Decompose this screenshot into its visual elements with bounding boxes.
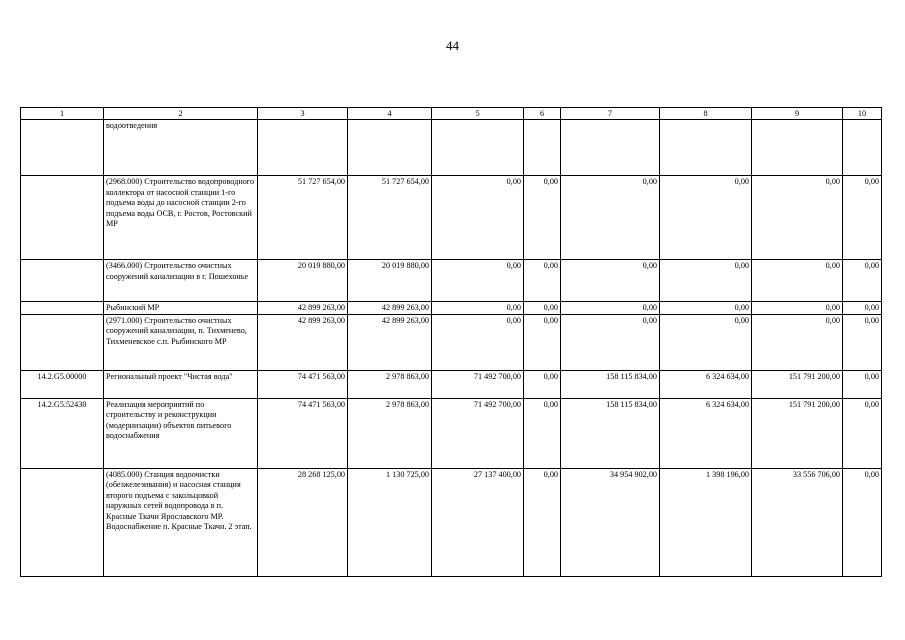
- row-name-cell: (2971.000) Строительство очистных сооружений канализации, п. Тихменево, Тихменевское с.п. Рыбинского МР: [104, 314, 258, 370]
- amount-cell-col-7: 34 954 902,00: [561, 468, 660, 576]
- row-code-cell: 14.2.G5.00000: [21, 370, 104, 398]
- amount-cell-col-7: [561, 120, 660, 176]
- row-code-cell: 14.2.G5.52430: [21, 398, 104, 468]
- row-name-cell: Рыбинский МР: [104, 302, 258, 315]
- amount-cell-col-4: 42 899 263,00: [348, 302, 432, 315]
- amount-cell-col-8: 6 324 634,00: [660, 370, 752, 398]
- amount-cell-col-5: 71 492 700,00: [432, 398, 524, 468]
- table-row: [21, 302, 882, 315]
- amount-cell-col-7: 0,00: [561, 260, 660, 302]
- row-code-cell: [21, 468, 104, 576]
- amount-cell-col-5: 0,00: [432, 260, 524, 302]
- amount-cell-col-3: 74 471 563,00: [258, 398, 348, 468]
- amount-cell-col-5: 0,00: [432, 314, 524, 370]
- table-body: [21, 108, 882, 577]
- amount-cell-col-4: 51 727 654,00: [348, 176, 432, 260]
- amount-cell-col-3: 28 268 125,00: [258, 468, 348, 576]
- amount-cell-col-9: 0,00: [752, 302, 843, 315]
- amount-cell-col-6: 0,00: [524, 176, 561, 260]
- amount-cell-col-8: 0,00: [660, 260, 752, 302]
- row-name-cell: водоотведения: [104, 120, 258, 176]
- row-code-cell: [21, 314, 104, 370]
- amount-cell-col-4: 2 978 863,00: [348, 398, 432, 468]
- amount-cell-col-6: 0,00: [524, 398, 561, 468]
- row-code-cell: [21, 176, 104, 260]
- amount-cell-col-10: 0,00: [843, 260, 882, 302]
- amount-cell-col-8: 0,00: [660, 302, 752, 315]
- table-row: [21, 120, 882, 176]
- amount-cell-col-6: 0,00: [524, 468, 561, 576]
- row-code-cell: [21, 120, 104, 176]
- amount-cell-col-10: 0,00: [843, 468, 882, 576]
- table-row: [21, 314, 882, 370]
- amount-cell-col-8: 1 398 196,00: [660, 468, 752, 576]
- amount-cell-col-4: 42 899 263,00: [348, 314, 432, 370]
- amount-cell-col-8: 0,00: [660, 176, 752, 260]
- amount-cell-col-9: 0,00: [752, 314, 843, 370]
- amount-cell-col-4: 1 130 725,00: [348, 468, 432, 576]
- row-name-cell: (2968.000) Строительство водопроводного коллектора от насосной станции 1-го подъема воды до насосной станции 2-го подъема воды ОСВ, г. Ростов, Ростовский МР: [104, 176, 258, 260]
- amount-cell-col-9: 33 556 706,00: [752, 468, 843, 576]
- amount-cell-col-3: 51 727 654,00: [258, 176, 348, 260]
- row-code-cell: [21, 260, 104, 302]
- table-row: [21, 398, 882, 468]
- amount-cell-col-5: 0,00: [432, 176, 524, 260]
- amount-cell-col-5: 0,00: [432, 302, 524, 315]
- amount-cell-col-10: 0,00: [843, 398, 882, 468]
- amount-cell-col-5: 71 492 700,00: [432, 370, 524, 398]
- row-name-cell: Региональный проект "Чистая вода": [104, 370, 258, 398]
- amount-cell-col-3: 20 019 880,00: [258, 260, 348, 302]
- amount-cell-col-6: [524, 120, 561, 176]
- column-header-7: 7: [561, 108, 660, 120]
- table-row: [21, 176, 882, 260]
- amount-cell-col-9: [752, 120, 843, 176]
- page-number: 44: [446, 38, 459, 53]
- amount-cell-col-3: 74 471 563,00: [258, 370, 348, 398]
- column-header-10: 10: [843, 108, 882, 120]
- column-header-2: 2: [104, 108, 258, 120]
- amount-cell-col-10: 0,00: [843, 370, 882, 398]
- amount-cell-col-7: 158 115 834,00: [561, 370, 660, 398]
- row-name-cell: (4085.000) Станция водоочистки (обезжелезивания) и насосная станция второго подъема с закольцовкой наружных сетей водопровода в п. Красные Ткачи Ярославского МР. Водоснабжение п. Красные Ткачи. 2 этап.: [104, 468, 258, 576]
- amount-cell-col-7: 0,00: [561, 314, 660, 370]
- amount-cell-col-3: 42 899 263,00: [258, 302, 348, 315]
- column-header-5: 5: [432, 108, 524, 120]
- amount-cell-col-5: [432, 120, 524, 176]
- amount-cell-col-6: 0,00: [524, 314, 561, 370]
- column-header-6: 6: [524, 108, 561, 120]
- amount-cell-col-3: [258, 120, 348, 176]
- amount-cell-col-10: 0,00: [843, 302, 882, 315]
- column-header-8: 8: [660, 108, 752, 120]
- budget-table: [20, 107, 882, 577]
- table-row: [21, 468, 882, 576]
- amount-cell-col-9: 0,00: [752, 176, 843, 260]
- amount-cell-col-8: [660, 120, 752, 176]
- amount-cell-col-5: 27 137 400,00: [432, 468, 524, 576]
- amount-cell-col-3: 42 899 263,00: [258, 314, 348, 370]
- amount-cell-col-7: 158 115 834,00: [561, 398, 660, 468]
- column-header-9: 9: [752, 108, 843, 120]
- table-header-row: [21, 108, 882, 120]
- table-row: [21, 370, 882, 398]
- amount-cell-col-10: 0,00: [843, 176, 882, 260]
- amount-cell-col-4: 20 019 880,00: [348, 260, 432, 302]
- amount-cell-col-9: 0,00: [752, 260, 843, 302]
- amount-cell-col-9: 151 791 200,00: [752, 370, 843, 398]
- amount-cell-col-8: 6 324 634,00: [660, 398, 752, 468]
- amount-cell-col-6: 0,00: [524, 370, 561, 398]
- amount-cell-col-4: 2 978 863,00: [348, 370, 432, 398]
- row-name-cell: (3466.000) Строительство очистных сооружений канализации в г. Пошехонье: [104, 260, 258, 302]
- amount-cell-col-4: [348, 120, 432, 176]
- amount-cell-col-10: [843, 120, 882, 176]
- column-header-4: 4: [348, 108, 432, 120]
- row-name-cell: Реализация мероприятий по строительству и реконструкции (модернизации) объектов питьевого водоснабжения: [104, 398, 258, 468]
- amount-cell-col-9: 151 791 200,00: [752, 398, 843, 468]
- amount-cell-col-6: 0,00: [524, 302, 561, 315]
- row-code-cell: [21, 302, 104, 315]
- amount-cell-col-8: 0,00: [660, 314, 752, 370]
- amount-cell-col-10: 0,00: [843, 314, 882, 370]
- amount-cell-col-7: 0,00: [561, 176, 660, 260]
- table-row: [21, 260, 882, 302]
- column-header-1: 1: [21, 108, 104, 120]
- amount-cell-col-6: 0,00: [524, 260, 561, 302]
- amount-cell-col-7: 0,00: [561, 302, 660, 315]
- column-header-3: 3: [258, 108, 348, 120]
